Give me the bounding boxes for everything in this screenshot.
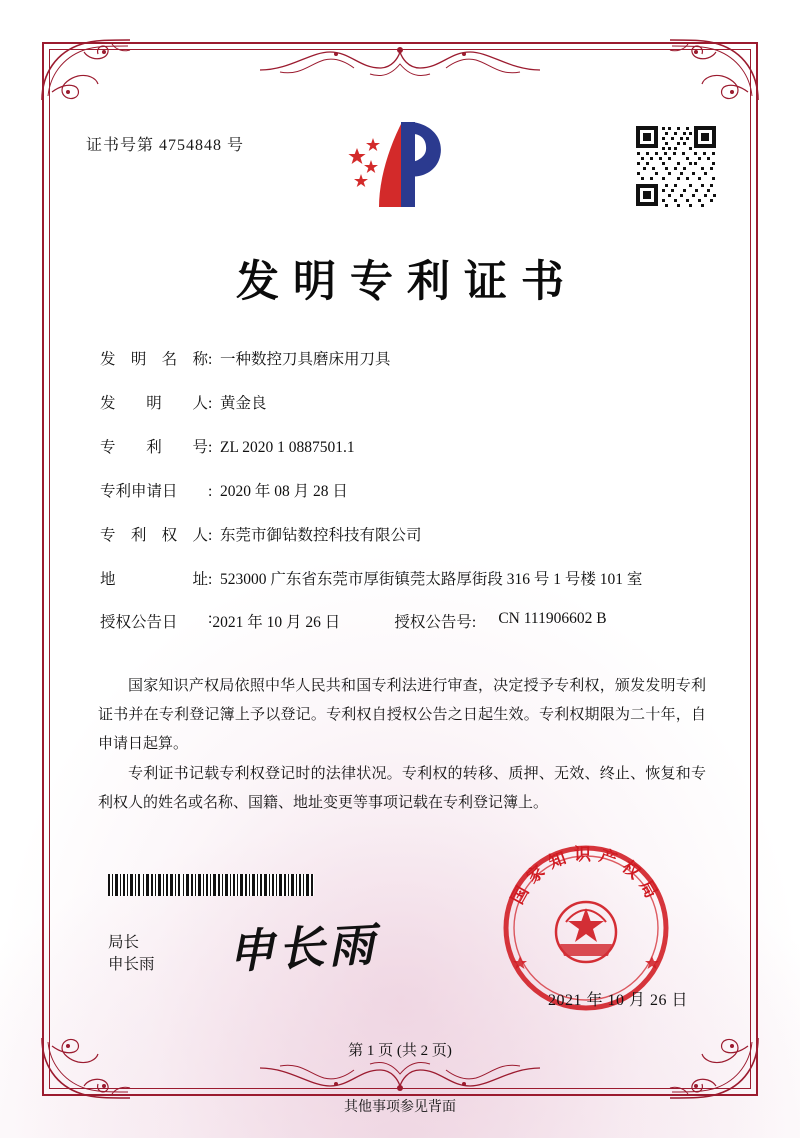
edge-ornament-top bbox=[250, 30, 550, 86]
field-patentee bbox=[100, 524, 704, 548]
cnipa-emblem-icon bbox=[335, 112, 465, 217]
qr-code-icon bbox=[634, 124, 718, 208]
handwritten-signature: 申长雨 bbox=[226, 917, 380, 979]
grant-date-label: 授权公告日 bbox=[100, 614, 178, 632]
field-inventor bbox=[100, 392, 704, 416]
field-colon: : bbox=[208, 395, 213, 413]
grant-date-colon: : bbox=[208, 610, 213, 628]
page-title: 发明专利证书 bbox=[236, 257, 578, 307]
field-label: 专 利 号 bbox=[100, 439, 208, 457]
grant-number-value: CN 111906602 B bbox=[498, 610, 607, 628]
legal-paragraph-2: 专利证书记载专利权登记时的法律状况。专利权的转移、质押、无效、终止、恢复和专利权人的姓名或名称、国籍、地址变更等事项记载在专利登记簿上。 bbox=[98, 766, 706, 812]
signature-title: 局长 bbox=[108, 934, 140, 951]
field-colon: : bbox=[208, 571, 213, 589]
legal-text bbox=[98, 672, 706, 820]
field-value: ZL 2020 1 0887501.1 bbox=[220, 439, 355, 457]
barcode-icon bbox=[108, 874, 314, 896]
certificate-number: 证书号第 4754848 号 bbox=[86, 137, 245, 154]
field-label: 发 明 名 称 bbox=[100, 351, 208, 368]
legal-paragraph-1: 国家知识产权局依照中华人民共和国专利法进行审查，决定授予专利权，颁发发明专利证书并在专利登记簿上予以登记。专利权自授权公告之日起生效。专利权期限为二十年，自申请日起算。 bbox=[98, 678, 706, 752]
page-number: 第 1 页 (共 2 页) bbox=[348, 1043, 452, 1059]
field-patent-number bbox=[100, 436, 704, 460]
field-label: 发 明 人 bbox=[100, 395, 208, 413]
svg-text:国家知识产权局: 国家知识产权局 bbox=[507, 845, 665, 908]
signature-block bbox=[108, 932, 155, 977]
field-value: 523000 广东省东莞市厚街镇莞太路厚街段 316 号 1 号楼 101 室 bbox=[220, 571, 643, 589]
grant-date-value: 2021 年 10 月 26 日 bbox=[212, 614, 341, 632]
field-value: 2020 年 08 月 28 日 bbox=[220, 483, 348, 501]
field-label: 地 址 bbox=[100, 571, 208, 589]
seal-date: 2021 年 10 月 26 日 bbox=[547, 992, 688, 1009]
field-grant-row bbox=[100, 610, 704, 632]
field-value: 一种数控刀具磨床用刀具 bbox=[220, 351, 391, 368]
field-value: 东莞市御钻数控科技有限公司 bbox=[220, 527, 422, 545]
field-invention-name bbox=[100, 348, 704, 372]
field-label: 专 利 权 人 bbox=[100, 527, 208, 545]
field-application-date bbox=[100, 480, 704, 504]
field-colon: : bbox=[208, 527, 213, 545]
field-label: 专利申请日 bbox=[100, 483, 178, 501]
field-colon: : bbox=[208, 439, 213, 457]
grant-number-label: 授权公告号: bbox=[394, 614, 477, 632]
field-value: 黄金良 bbox=[220, 395, 267, 413]
signature-name: 申长雨 bbox=[108, 956, 155, 974]
field-colon: : bbox=[208, 351, 213, 368]
footer-note: 其他事项参见背面 bbox=[344, 1100, 456, 1115]
field-address bbox=[100, 568, 704, 592]
field-colon: : bbox=[208, 483, 213, 501]
field-list bbox=[100, 348, 704, 648]
